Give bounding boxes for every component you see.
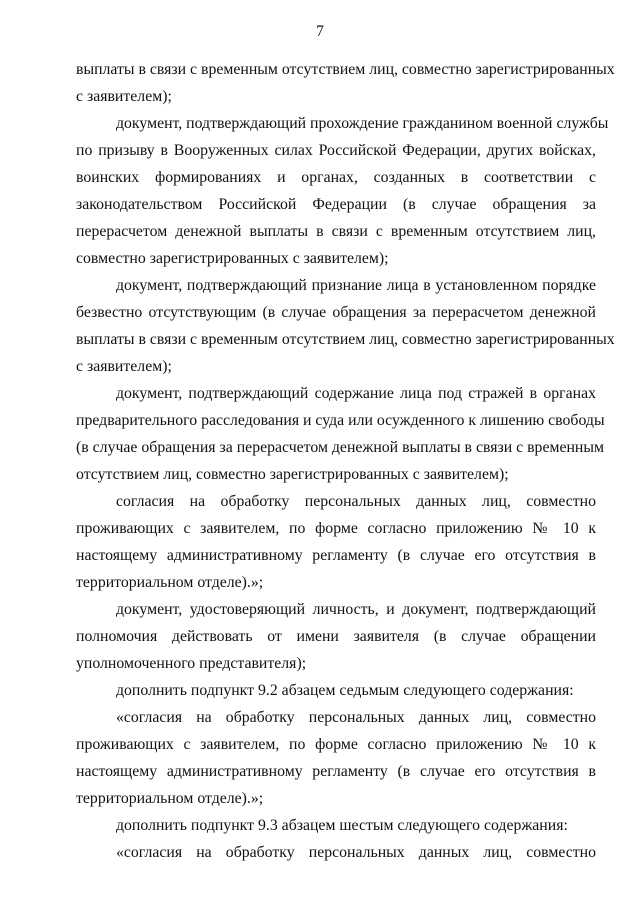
paragraph-line: перерасчетом денежной выплаты в связи с временным отсутствием лиц, bbox=[76, 223, 596, 240]
paragraph-line: совместно зарегистрированных с заявителем); bbox=[76, 250, 389, 267]
paragraph-line: документ, подтверждающий прохождение гражданином военной службы bbox=[116, 115, 609, 132]
paragraph-line: «согласия на обработку персональных данных лиц, совместно bbox=[116, 844, 596, 861]
paragraph-line: дополнить подпункт 9.2 абзацем седьмым следующего содержания: bbox=[116, 682, 574, 699]
paragraph-line: территориальном отделе).»; bbox=[76, 574, 264, 591]
paragraph-line: территориальном отделе).»; bbox=[76, 790, 264, 807]
page-number: 7 bbox=[316, 23, 324, 40]
paragraph-line: (в случае обращения за перерасчетом денежной выплаты в связи с временным bbox=[76, 439, 604, 456]
paragraph-line: по призыву в Вооруженных силах Российской Федерации, других войсках, bbox=[76, 142, 596, 159]
paragraph-line: проживающих с заявителем, по форме согласно приложению № 10 к bbox=[76, 520, 596, 537]
paragraph-line: согласия на обработку персональных данных лиц, совместно bbox=[116, 493, 596, 510]
paragraph-line: уполномоченного представителя); bbox=[76, 655, 307, 672]
paragraph bbox=[76, 596, 596, 677]
paragraph-line: документ, удостоверяющий личность, и документ, подтверждающий bbox=[116, 601, 596, 618]
paragraph-line: настоящему административному регламенту (в случае его отсутствия в bbox=[76, 763, 596, 780]
paragraph-line: безвестно отсутствующим (в случае обращения за перерасчетом денежной bbox=[76, 304, 596, 321]
paragraph-line: законодательством Российской Федерации (в случае обращения за bbox=[76, 196, 596, 213]
paragraph bbox=[76, 812, 596, 839]
paragraph bbox=[76, 272, 615, 380]
paragraph bbox=[76, 488, 596, 596]
paragraph-line: выплаты в связи с временным отсутствием лиц, совместно зарегистрированных bbox=[76, 331, 615, 348]
paragraph-line: с заявителем); bbox=[76, 88, 172, 105]
paragraph bbox=[76, 380, 605, 488]
paragraph-line: воинских формированиях и органах, созданных в соответствии с bbox=[76, 169, 596, 186]
paragraph-line: полномочия действовать от имени заявителя (в случае обращении bbox=[76, 628, 596, 645]
paragraph-line: выплаты в связи с временным отсутствием лиц, совместно зарегистрированных bbox=[76, 61, 615, 78]
paragraph bbox=[76, 704, 596, 812]
paragraph bbox=[76, 56, 615, 110]
paragraph-line: настоящему административному регламенту (в случае его отсутствия в bbox=[76, 547, 596, 564]
paragraph-line: дополнить подпункт 9.3 абзацем шестым следующего содержания: bbox=[116, 817, 568, 834]
paragraph bbox=[76, 839, 596, 866]
paragraph bbox=[76, 677, 596, 704]
paragraph-line: документ, подтверждающий содержание лица под стражей в органах bbox=[116, 385, 596, 402]
paragraph-line: с заявителем); bbox=[76, 358, 172, 375]
paragraph-line: отсутствием лиц, совместно зарегистрированных с заявителем); bbox=[76, 466, 509, 483]
paragraph-line: проживающих с заявителем, по форме согласно приложению № 10 к bbox=[76, 736, 596, 753]
paragraph-line: предварительного расследования и суда или осужденного к лишению свободы bbox=[76, 412, 605, 429]
paragraph-line: «согласия на обработку персональных данных лиц, совместно bbox=[116, 709, 596, 726]
paragraph bbox=[76, 110, 609, 272]
document-body bbox=[76, 56, 615, 866]
paragraph-line: документ, подтверждающий признание лица в установленном порядке bbox=[116, 277, 596, 294]
